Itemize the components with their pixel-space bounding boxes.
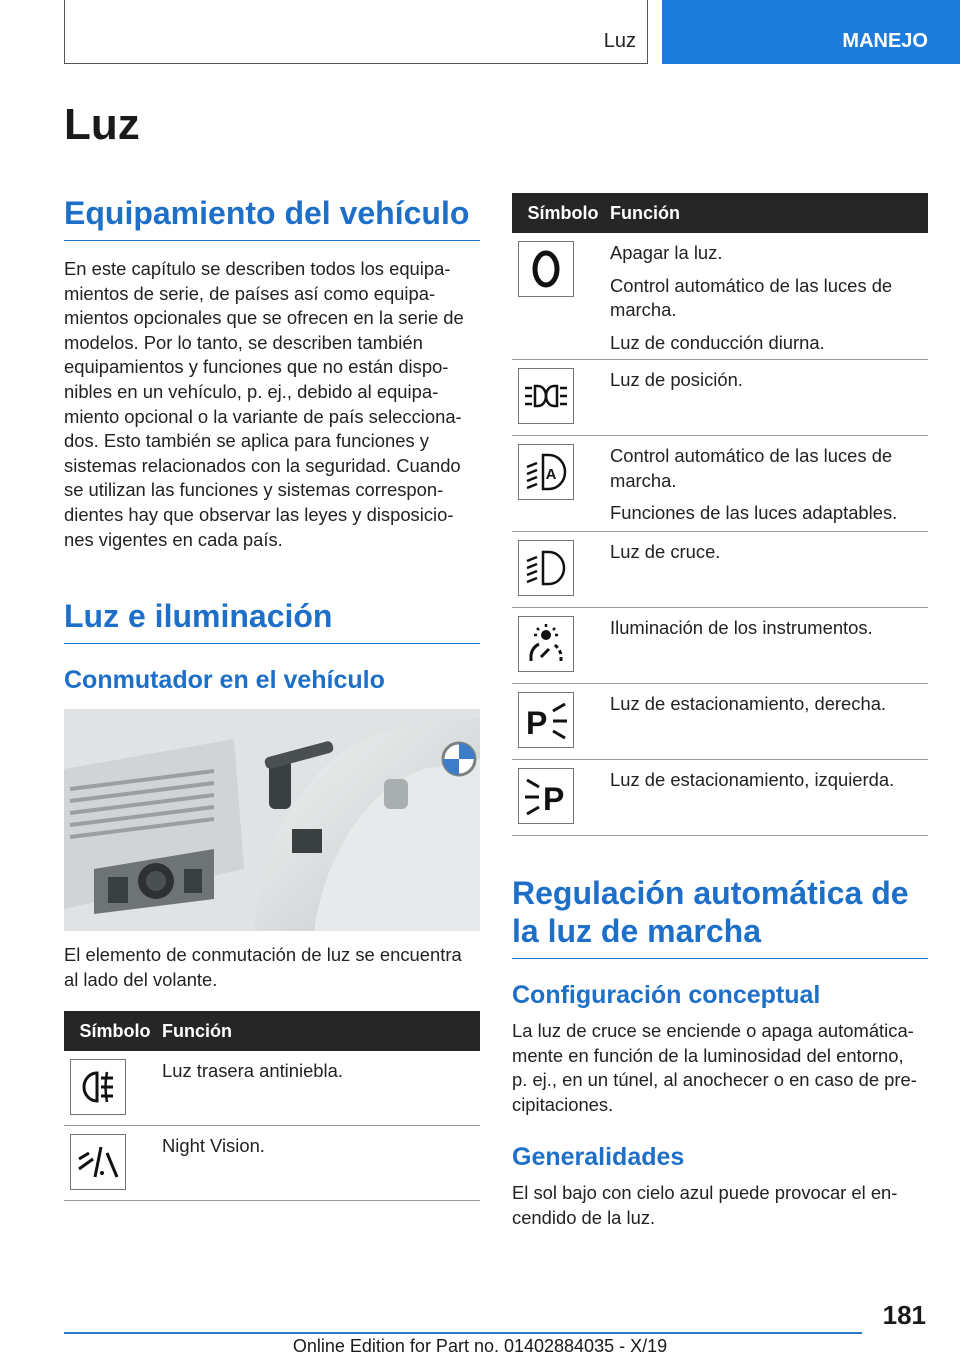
function-text: Luz de estacionamiento, izquierda. bbox=[610, 769, 895, 790]
function-text: Luz de posición. bbox=[610, 369, 743, 390]
general-heading: Generalidades bbox=[512, 1143, 685, 1171]
parking-light-left-icon bbox=[518, 768, 574, 824]
low-beam-icon bbox=[518, 540, 574, 596]
equipment-paragraph: En este capítulo se describen todos los equipa- mientos de serie, de países así como equipa- mientos opcionales que se ofrecen en la serie de modelos. Por lo tanto, se describen también equipamientos y funciones que no están dispo- nibles en un vehículo, p. ej., debido al equipa- miento opcional o la variante de país selecciona- dos. Esto también se aplica para funciones y sistemas relacionados con la seguridad. Cuando se utilizan las funciones y sistemas correspon- dientes hay que observar las leyes y disposicio- nes vigentes en cada país. bbox=[64, 258, 464, 550]
parking-light-right-icon bbox=[518, 692, 574, 748]
function-text: Luz trasera antiniebla. bbox=[162, 1060, 343, 1081]
table-row bbox=[512, 360, 928, 436]
table-row bbox=[512, 684, 928, 760]
column-header-function: Función bbox=[610, 202, 680, 223]
table-header bbox=[512, 193, 928, 233]
function-text: Luz de cruce. bbox=[610, 541, 721, 562]
general-paragraph: El sol bajo con cielo azul puede provocar el en- cendido de la luz. bbox=[512, 1182, 898, 1228]
table-row bbox=[512, 233, 928, 360]
page-number: 181 bbox=[882, 1300, 926, 1330]
header-section-title: Luz bbox=[603, 30, 636, 52]
instrument-lighting-icon bbox=[518, 616, 574, 672]
function-text: Control automático de las luces de marcha. bbox=[610, 445, 893, 491]
lights-off-icon bbox=[518, 241, 574, 297]
table-row bbox=[512, 760, 928, 836]
header-chapter-tab: MANEJO bbox=[662, 0, 960, 64]
column-header-symbol: Símbolo bbox=[527, 202, 599, 223]
table-row bbox=[64, 1126, 480, 1201]
column-header-symbol: Símbolo bbox=[79, 1020, 151, 1041]
switch-heading: Conmutador en el vehículo bbox=[64, 666, 385, 694]
svg-text:P: P bbox=[526, 705, 548, 741]
svg-text:P: P bbox=[543, 781, 565, 817]
equipment-heading: Equipamiento del vehículo bbox=[64, 194, 480, 241]
function-text: Night Vision. bbox=[162, 1135, 265, 1156]
concept-paragraph: La luz de cruce se enciende o apaga automática- mente en función de la luminosidad del entorno, p. ej., en un túnel, al anochecer o en caso de pre- cipitaciones. bbox=[512, 1020, 917, 1115]
footer-edition: Online Edition for Part no. 01402884035 - X/19 bbox=[292, 1336, 668, 1356]
light-heading: Luz e iluminación bbox=[64, 597, 480, 644]
function-text: Luz de estacionamiento, derecha. bbox=[610, 693, 887, 714]
night-vision-icon bbox=[70, 1134, 126, 1190]
parking-lights-icon bbox=[518, 368, 574, 424]
table-row bbox=[64, 1051, 480, 1126]
function-text: Funciones de las luces adaptables. bbox=[610, 502, 898, 524]
concept-heading: Configuración conceptual bbox=[512, 981, 821, 1009]
function-text: Control automático de las luces de marcha. bbox=[610, 274, 893, 321]
photo-caption: El elemento de conmutación de luz se encuentra al lado del volante. bbox=[64, 944, 462, 990]
svg-text:A: A bbox=[545, 466, 557, 483]
function-text: Iluminación de los instrumentos. bbox=[610, 617, 873, 638]
table-row bbox=[512, 532, 928, 608]
symbol-table-right bbox=[512, 193, 928, 836]
auto-headlight-icon bbox=[518, 444, 574, 500]
rear-fog-light-icon bbox=[70, 1059, 126, 1115]
table-row bbox=[512, 436, 928, 532]
column-header-function: Función bbox=[162, 1020, 232, 1041]
dashboard-illustration bbox=[64, 709, 480, 931]
auto-light-heading: Regulación automática de la luz de marcha bbox=[512, 874, 928, 959]
table-row bbox=[512, 608, 928, 684]
dashboard-photo bbox=[64, 709, 480, 931]
symbol-table-left bbox=[64, 1011, 480, 1201]
footer-divider bbox=[64, 1332, 862, 1334]
page-title: Luz bbox=[64, 100, 140, 149]
function-text: Luz de conducción diurna. bbox=[610, 331, 825, 353]
table-header bbox=[64, 1011, 480, 1051]
header-section-box bbox=[64, 0, 648, 64]
function-text: Apagar la luz. bbox=[610, 242, 723, 263]
